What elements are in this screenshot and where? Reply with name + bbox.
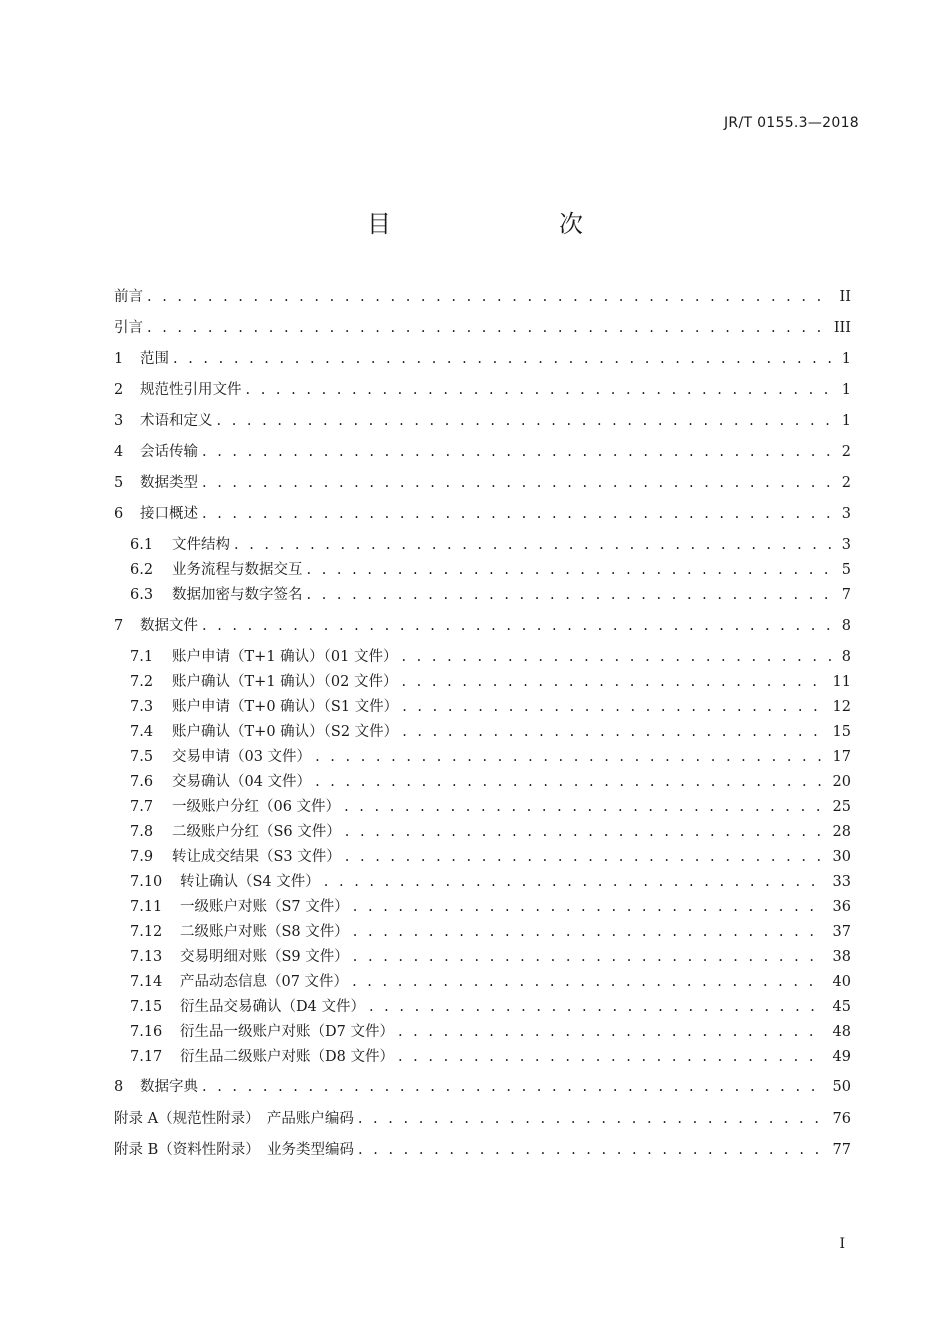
toc-entry-page: 2 [841, 444, 851, 460]
toc-leader-dots [246, 379, 834, 401]
toc-entry[interactable] [130, 971, 851, 993]
toc-entry[interactable] [114, 348, 851, 370]
toc-entry-label [130, 996, 369, 1018]
toc-entry-title: 账户申请（T+0 确认）（S1 文件） [172, 699, 399, 715]
toc-entry[interactable] [130, 584, 851, 606]
toc-entry-page: 45 [832, 999, 851, 1015]
toc-leader-dots [401, 646, 833, 668]
toc-entry-label [130, 584, 307, 606]
toc-leader-dots [345, 821, 825, 843]
toc-entry-label [114, 441, 202, 463]
toc-entry-number: 7.15 [130, 999, 163, 1015]
toc-entry-page: 49 [832, 1049, 851, 1065]
toc-entry-page: 8 [841, 649, 851, 665]
toc-entry-label [114, 472, 202, 494]
toc-entry-page: 30 [832, 849, 851, 865]
toc-leader-dots [358, 1139, 825, 1161]
toc-entry-page: 20 [832, 774, 851, 790]
toc-leader-dots [307, 584, 834, 606]
toc-entry-label [130, 534, 234, 556]
toc-entry-title: 引言 [114, 320, 143, 336]
toc-leader-dots [147, 286, 832, 308]
toc-entry-title: 一级账户对账（S7 文件） [180, 899, 349, 915]
toc-entry-number: 7.12 [130, 924, 163, 940]
toc-entry-page: III [833, 320, 851, 336]
toc-entry[interactable] [114, 286, 851, 308]
toc-entry-number: 4 [114, 444, 124, 460]
toc-entry-number: 7.16 [130, 1024, 163, 1040]
toc-entry-title: 交易申请（03 文件） [172, 749, 312, 765]
toc-entry-number: 7.14 [130, 974, 163, 990]
toc-leader-dots [173, 348, 834, 370]
toc-entry-page: 33 [832, 874, 851, 890]
toc-entry-page: 1 [841, 351, 851, 367]
toc-leader-dots [398, 1046, 825, 1068]
toc-entry-title: 交易明细对账（S9 文件） [180, 949, 349, 965]
toc-leader-dots [202, 1076, 825, 1098]
toc-entry-number: 5 [114, 475, 124, 491]
toc-entry-title: 转让成交结果（S3 文件） [172, 849, 341, 865]
toc-entry[interactable] [130, 1021, 851, 1043]
toc-entry-label [130, 771, 315, 793]
toc-entry-title: 账户确认（T+0 确认）（S2 文件） [172, 724, 399, 740]
toc-entry-label [130, 646, 401, 668]
toc-entry-title: 一级账户分红（06 文件） [172, 799, 341, 815]
toc-entry-number: 7.1 [130, 649, 154, 665]
toc-entry-page: 7 [841, 587, 851, 603]
toc-entry[interactable] [130, 534, 851, 556]
toc-entry-title: 衍生品二级账户对账（D8 文件） [180, 1049, 394, 1065]
toc-entry-number: 6.2 [130, 562, 154, 578]
toc-entry-page: 50 [832, 1079, 851, 1095]
toc-entry-number: 7.7 [130, 799, 154, 815]
toc-entry[interactable] [130, 946, 851, 968]
toc-entry-title: 账户申请（T+1 确认）（01 文件） [172, 649, 398, 665]
document-code: JR/T 0155.3—2018 [724, 115, 859, 131]
toc-entry-label [130, 896, 353, 918]
toc-leader-dots [353, 896, 825, 918]
toc-entry-number: 7.2 [130, 674, 154, 690]
toc-entry-label [114, 1139, 358, 1161]
toc-entry-title: 规范性引用文件 [140, 382, 242, 398]
toc-leader-dots [353, 946, 825, 968]
toc-entry-page: 36 [832, 899, 851, 915]
toc-entry-number: 3 [114, 413, 124, 429]
toc-entry-page: 1 [841, 413, 851, 429]
toc-entry[interactable] [130, 821, 851, 843]
toc-entry-number: 7.17 [130, 1049, 163, 1065]
toc-entry-page: 3 [841, 506, 851, 522]
toc-entry-page: 11 [832, 674, 851, 690]
toc-entry-label [114, 317, 147, 339]
page-number: I [839, 1236, 845, 1252]
toc-entry[interactable] [114, 1139, 851, 1161]
toc-entry[interactable] [130, 696, 851, 718]
toc-entry-page: 38 [832, 949, 851, 965]
toc-entry-title: 业务流程与数据交互 [172, 562, 303, 578]
toc-entry-label [114, 410, 217, 432]
toc-leader-dots [345, 846, 825, 868]
toc-entry[interactable] [130, 671, 851, 693]
toc-entry-title: 二级账户分红（S6 文件） [172, 824, 341, 840]
toc-entry-page: 2 [841, 475, 851, 491]
toc-entry[interactable] [130, 921, 851, 943]
toc-entry-label [114, 286, 147, 308]
toc-leader-dots [402, 696, 824, 718]
toc-entry-label [130, 921, 353, 943]
toc-entry-number: 6.3 [130, 587, 154, 603]
toc-entry[interactable] [114, 472, 851, 494]
toc-entry-label [114, 503, 202, 525]
toc-leader-dots [401, 671, 824, 693]
toc-entry-number: 7.8 [130, 824, 154, 840]
toc-entry-page: 5 [841, 562, 851, 578]
toc-entry[interactable] [114, 1108, 851, 1130]
toc-entry-number: 7.4 [130, 724, 154, 740]
toc-entry-label [114, 379, 246, 401]
toc-entry[interactable] [114, 615, 851, 637]
toc-title: 目 次 [367, 210, 623, 238]
toc-entry[interactable] [114, 410, 851, 432]
toc-entry-label [130, 946, 353, 968]
toc-entry[interactable] [114, 503, 851, 525]
toc-entry-number: 7 [114, 618, 124, 634]
toc-leader-dots [307, 559, 834, 581]
toc-leader-dots [398, 1021, 825, 1043]
toc-entry[interactable] [130, 996, 851, 1018]
toc-entry[interactable] [130, 871, 851, 893]
toc-entry-label [130, 1046, 398, 1068]
toc-leader-dots [147, 317, 826, 339]
toc-entry-title: 转让确认（S4 文件） [180, 874, 320, 890]
toc-entry-number: 7.5 [130, 749, 154, 765]
toc-entry[interactable] [130, 896, 851, 918]
toc-entry-page: 28 [832, 824, 851, 840]
toc-entry[interactable] [130, 746, 851, 768]
toc-entry[interactable] [114, 441, 851, 463]
toc-leader-dots [358, 1108, 825, 1130]
toc-entry-number: 7.6 [130, 774, 154, 790]
toc-entry-label [130, 846, 345, 868]
toc-entry-number: 7.10 [130, 874, 163, 890]
toc-entry-title: 会话传输 [140, 444, 198, 460]
toc-entry-page: 37 [832, 924, 851, 940]
toc-entry[interactable] [130, 846, 851, 868]
toc-entry-title: 二级账户对账（S8 文件） [180, 924, 349, 940]
toc-entry-number: 7.3 [130, 699, 154, 715]
toc-entry-label [114, 1076, 202, 1098]
toc-entry-label [114, 1108, 358, 1130]
toc-entry-number: 6 [114, 506, 124, 522]
toc-entry-number: 6.1 [130, 537, 154, 553]
toc-entry-label [130, 971, 352, 993]
toc-entry-label [130, 821, 345, 843]
toc-entry-title: 接口概述 [140, 506, 198, 522]
toc-leader-dots [369, 996, 825, 1018]
toc-entry-title: 附录 A（规范性附录） 产品账户编码 [114, 1111, 354, 1127]
toc-entry-label [130, 721, 402, 743]
toc-entry-title: 衍生品交易确认（D4 文件） [180, 999, 365, 1015]
toc-entry[interactable] [130, 559, 851, 581]
toc-entry-page: 3 [841, 537, 851, 553]
toc-entry-page: 76 [832, 1111, 851, 1127]
toc-leader-dots [324, 871, 825, 893]
toc-leader-dots [353, 921, 825, 943]
toc-leader-dots [352, 971, 824, 993]
toc-entry-page: 15 [832, 724, 851, 740]
toc-entry-page: 12 [832, 699, 851, 715]
toc-entry-label [130, 671, 401, 693]
toc-entry[interactable] [114, 379, 851, 401]
toc-entry-label [130, 746, 315, 768]
toc-entry-number: 7.9 [130, 849, 154, 865]
toc-entry-title: 前言 [114, 289, 143, 305]
toc-entry-title: 数据加密与数字签名 [172, 587, 303, 603]
toc-entry-number: 7.13 [130, 949, 163, 965]
toc-leader-dots [344, 796, 824, 818]
toc-entry-title: 数据文件 [140, 618, 198, 634]
toc-entry-label [114, 615, 202, 637]
toc-entry[interactable] [114, 317, 851, 339]
toc-entry-page: 40 [832, 974, 851, 990]
toc-entry-title: 数据类型 [140, 475, 198, 491]
toc-entry[interactable] [130, 796, 851, 818]
toc-entry-title: 产品动态信息（07 文件） [180, 974, 349, 990]
toc-leader-dots [234, 534, 834, 556]
toc-entry-title: 账户确认（T+1 确认）（02 文件） [172, 674, 398, 690]
toc-entry-number: 8 [114, 1079, 124, 1095]
toc-leader-dots [202, 615, 834, 637]
toc-entry[interactable] [114, 1076, 851, 1098]
toc-leader-dots [315, 771, 824, 793]
toc-entry[interactable] [130, 771, 851, 793]
toc-leader-dots [217, 410, 834, 432]
toc-entry-page: II [839, 289, 851, 305]
toc-entry-title: 范围 [140, 351, 169, 367]
toc-entry-number: 7.11 [130, 899, 163, 915]
toc-leader-dots [202, 503, 834, 525]
toc-entry-label [130, 696, 402, 718]
toc-entry-label [130, 796, 344, 818]
toc-entry-label [130, 559, 307, 581]
toc-entry-title: 文件结构 [172, 537, 230, 553]
toc-entry-page: 17 [832, 749, 851, 765]
toc-leader-dots [202, 472, 834, 494]
toc-entry-title: 附录 B（资料性附录） 业务类型编码 [114, 1142, 355, 1158]
toc-entry-title: 衍生品一级账户对账（D7 文件） [180, 1024, 394, 1040]
toc-entry-label [114, 348, 173, 370]
toc-entry-page: 1 [841, 382, 851, 398]
toc-entry-label [130, 871, 324, 893]
toc-entry-title: 术语和定义 [140, 413, 213, 429]
toc-leader-dots [402, 721, 824, 743]
toc-leader-dots [315, 746, 824, 768]
toc-entry-page: 25 [832, 799, 851, 815]
toc-entry-page: 77 [832, 1142, 851, 1158]
toc-entry-title: 数据字典 [140, 1079, 198, 1095]
toc-entry-label [130, 1021, 398, 1043]
toc-leader-dots [202, 441, 834, 463]
toc-entry[interactable] [130, 1046, 851, 1068]
toc-entry[interactable] [130, 721, 851, 743]
toc-entry-page: 8 [841, 618, 851, 634]
toc-entry-page: 48 [832, 1024, 851, 1040]
toc-entry-title: 交易确认（04 文件） [172, 774, 312, 790]
toc-entry-number: 2 [114, 382, 124, 398]
toc-entry-number: 1 [114, 351, 124, 367]
toc-entry[interactable] [130, 646, 851, 668]
